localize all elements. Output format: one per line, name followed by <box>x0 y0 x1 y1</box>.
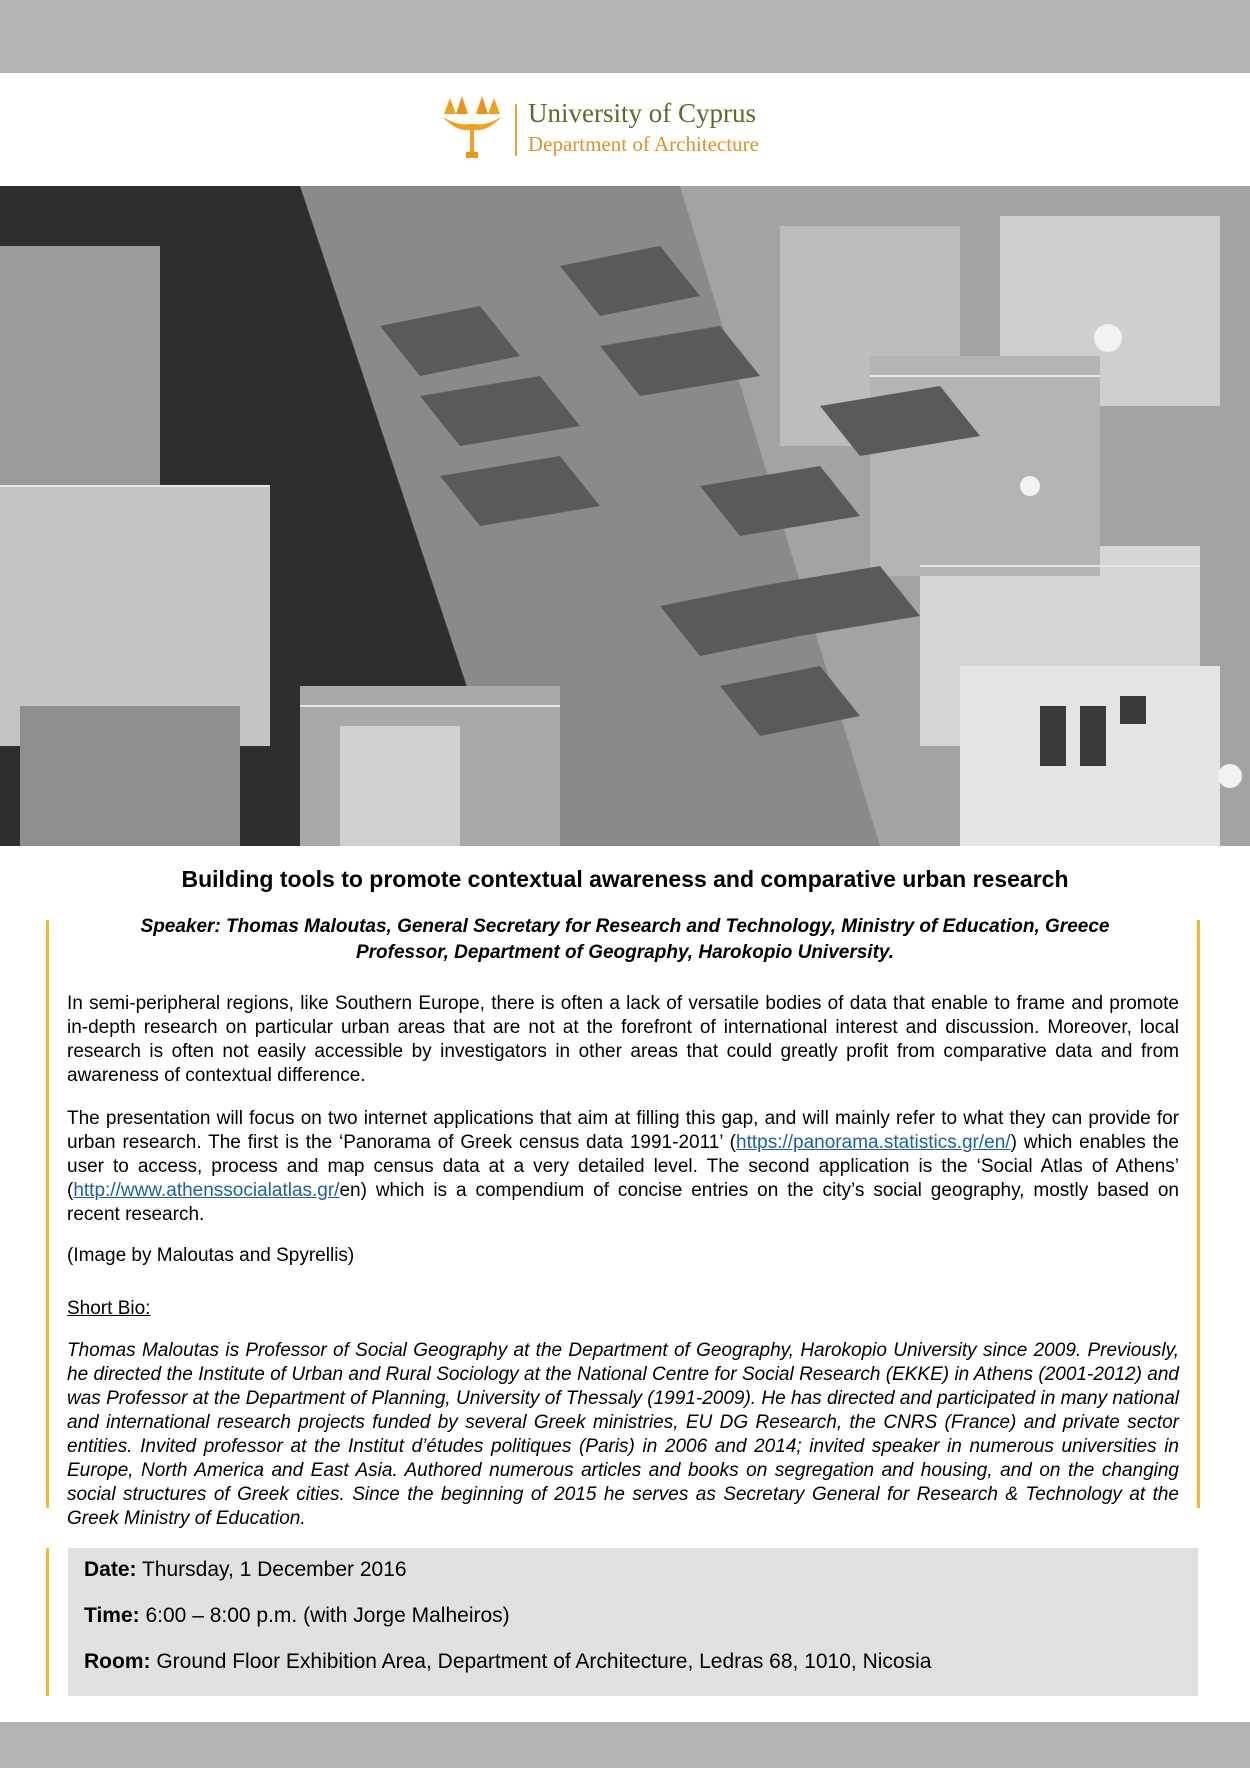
time-label: Time: <box>84 1604 140 1627</box>
date-label: Date: <box>84 1558 137 1581</box>
accent-rule-left-lower <box>46 1548 49 1696</box>
city-rooftops-photo <box>0 186 1250 846</box>
university-name: University of Cyprus <box>528 98 756 128</box>
bio-heading: Short Bio: <box>67 1298 151 1319</box>
department-name: Department of Architecture <box>528 132 759 156</box>
speaker-line-2: Professor, Department of Geography, Harokopio University. <box>355 942 895 963</box>
abstract-paragraph-1: In semi-peripheral regions, like Southern Europe, there is often a lack of versatile bodies of data that enable to frame and promote in-depth research on particular urban areas that are not at the forefront of international interest and discussion. Moreover, local research is often not easily accessible by investigators in other areas that could greatly profit from comparative data and from awareness of contextual difference. <box>67 993 1179 1086</box>
room-value: Ground Floor Exhibition Area, Department of Architecture, Ledras 68, 1010, Nicosia <box>156 1650 932 1673</box>
event-details-box <box>68 1548 1198 1696</box>
time-row <box>84 1604 510 1628</box>
event-title: Building tools to promote contextual awareness and comparative urban research <box>181 866 1069 892</box>
room-label: Room: <box>84 1650 151 1673</box>
abstract-text-b: ) which enables the user to access, process and map census data at a very detailed level. The second application is the ‘Social Atlas of Athens’ ( <box>67 1132 1179 1201</box>
university-logo <box>436 92 816 164</box>
accent-rule-right <box>1197 920 1200 1508</box>
photo-illustration <box>0 186 1250 846</box>
bio-text: Thomas Maloutas is Professor of Social Geography at the Department of Geography, Harokopio University since 2009. Previously, he directed the Institute of Urban and Rural Sociology at the National Centre for Social Research (EKKE) in Athens (2001-2012) and was Professor at the Department of Planning, University of Thessaly (1991-2009). He has directed and participated in many national and international research projects funded by several Greek ministries, EU DG Research, the CNRS (France) and private sector entities. Invited professor at the Institut d’études politiques (Paris) in 2006 and 2014; invited speaker in numerous universities in Europe, North America and East Asia. Authored numerous articles and books on segregation and housing, and on the changing social structures of Greek cities. Since the beginning of 2015 he serves as Secretary General for Research & Technology at the Greek Ministry of Education. <box>67 1340 1179 1529</box>
social-atlas-link[interactable]: http://www.athenssocialatlas.gr/ <box>73 1180 340 1201</box>
abstract-text-c: en) which is a compendium of concise entries on the city’s social geography, mostly based on recent research. <box>67 1180 1179 1225</box>
time-value: 6:00 – 8:00 p.m. (with Jorge Malheiros) <box>145 1604 510 1627</box>
top-band <box>0 0 1250 73</box>
abstract-paragraph-2 <box>67 1107 1179 1227</box>
speaker-line-1: Speaker: Thomas Maloutas, General Secretary for Research and Technology, Ministry of Education, Greece <box>140 916 1110 937</box>
room-row <box>84 1650 931 1674</box>
logo-divider <box>515 104 517 156</box>
abstract-text-a: The presentation will focus on two internet applications that aim at filling this gap, and will mainly refer to what they can provide for urban research. The first is the ‘Panorama of Greek census data 1991-2011’ ( <box>67 1108 1179 1153</box>
date-row <box>84 1558 407 1582</box>
bottom-band <box>0 1722 1250 1768</box>
tree-logo-icon <box>436 92 508 164</box>
accent-rule-left-upper <box>46 920 49 1508</box>
image-credit: (Image by Maloutas and Spyrellis) <box>67 1245 355 1266</box>
speaker-block <box>66 914 1184 966</box>
panorama-link[interactable]: https://panorama.statistics.gr/en/ <box>736 1132 1011 1153</box>
date-value: Thursday, 1 December 2016 <box>141 1558 407 1581</box>
